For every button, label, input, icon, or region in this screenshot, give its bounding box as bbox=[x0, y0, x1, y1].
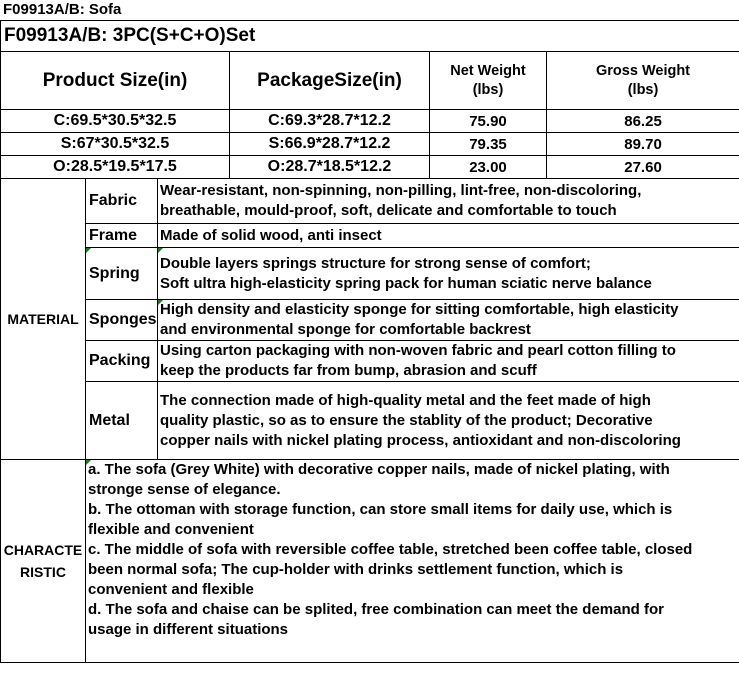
desc-line: a. The sofa (Grey White) with decorative copper nails, made of nickel plating, with bbox=[88, 461, 670, 478]
desc-line: The connection made of high-quality metal and the feet made of high bbox=[160, 391, 651, 409]
material-name-fabric: Fabric bbox=[86, 179, 158, 224]
desc-line: flexible and convenient bbox=[88, 521, 254, 538]
material-name-sponges: Sponges bbox=[86, 300, 158, 341]
desc-line: been normal sofa; The cup-holder with drinks settlement function, which is bbox=[88, 561, 624, 578]
material-desc-spring bbox=[158, 248, 739, 300]
net-weight-cell: 75.90 bbox=[430, 110, 547, 133]
package-size-cell: C:69.3*28.7*12.2 bbox=[230, 110, 430, 133]
desc-line: Made of solid wood, anti insect bbox=[160, 226, 382, 244]
desc-line: Double layers springs structure for strong sense of comfort; bbox=[160, 254, 591, 272]
material-label: MATERIAL bbox=[1, 179, 86, 460]
net-weight-cell: 23.00 bbox=[430, 156, 547, 179]
gross-weight-cell: 27.60 bbox=[547, 156, 739, 179]
gross-weight-cell: 89.70 bbox=[547, 133, 739, 156]
material-desc-frame bbox=[158, 224, 739, 248]
spec-table bbox=[0, 20, 739, 663]
set-title: F09913A/B: 3PC(S+C+O)Set bbox=[1, 21, 739, 52]
product-size-header: Product Size(in) bbox=[1, 52, 230, 110]
material-desc-sponges bbox=[158, 300, 739, 341]
desc-line: d. The sofa and chaise can be splited, free combination can meet the demand for bbox=[88, 601, 664, 618]
material-name-packing: Packing bbox=[86, 341, 158, 382]
material-name-spring: Spring bbox=[86, 248, 158, 300]
package-size-cell: O:28.7*18.5*12.2 bbox=[230, 156, 430, 179]
material-desc-metal bbox=[158, 382, 739, 460]
product-size-cell: S:67*30.5*32.5 bbox=[1, 133, 230, 156]
desc-line: Using carton packaging with non-woven fabric and pearl cotton filling to bbox=[160, 342, 676, 359]
material-desc-fabric bbox=[158, 179, 739, 224]
desc-line: breathable, mould-proof, soft, delicate and comfortable to touch bbox=[160, 202, 617, 219]
gross-weight-title: Gross Weight bbox=[596, 62, 691, 79]
desc-line: c. The middle of sofa with reversible coffee table, stretched been coffee table, closed bbox=[88, 541, 693, 558]
net-weight-cell: 79.35 bbox=[430, 133, 547, 156]
document-label: F09913A/B: Sofa bbox=[3, 1, 122, 18]
package-size-header: PackageSize(in) bbox=[230, 52, 430, 110]
net-weight-title: Net Weight bbox=[450, 62, 526, 79]
gross-weight-unit: (lbs) bbox=[627, 81, 659, 98]
desc-line: usage in different situations bbox=[88, 621, 289, 638]
desc-line: Soft ultra high-elasticity spring pack for human sciatic nerve balance bbox=[160, 274, 652, 292]
desc-line: b. The ottoman with storage function, can store small items for daily use, which is bbox=[88, 501, 673, 518]
desc-line: and environmental sponge for comfortable backrest bbox=[160, 321, 531, 338]
desc-line: Wear-resistant, non-spinning, non-pilling, lint-free, non-discoloring, bbox=[160, 182, 642, 199]
desc-line: High density and elasticity sponge for sitting comfortable, high elasticity bbox=[160, 301, 679, 318]
desc-line: keep the products far from bump, abrasion and scuff bbox=[160, 362, 537, 379]
material-name-frame: Frame bbox=[86, 224, 158, 248]
characteristic-label-line: CHARACTE bbox=[3, 542, 83, 558]
gross-weight-header bbox=[547, 52, 739, 110]
characteristic-label-line: RISTIC bbox=[20, 564, 66, 580]
desc-line: stronge sense of elegance. bbox=[88, 481, 281, 498]
material-name-metal: Metal bbox=[86, 382, 158, 460]
desc-line: quality plastic, so as to ensure the stablity of the product; Decorative bbox=[160, 411, 653, 429]
table-row bbox=[1, 156, 739, 179]
net-weight-unit: (lbs) bbox=[472, 81, 504, 98]
product-size-cell: C:69.5*30.5*32.5 bbox=[1, 110, 230, 133]
table-row bbox=[1, 110, 739, 133]
characteristic-label bbox=[1, 460, 86, 663]
desc-line: convenient and flexible bbox=[88, 581, 254, 598]
material-desc-packing bbox=[158, 341, 739, 382]
desc-line: copper nails with nickel plating process, antioxidant and non-discoloring bbox=[160, 431, 681, 449]
gross-weight-cell: 86.25 bbox=[547, 110, 739, 133]
characteristic-desc bbox=[86, 460, 739, 663]
table-row bbox=[1, 133, 739, 156]
product-size-cell: O:28.5*19.5*17.5 bbox=[1, 156, 230, 179]
package-size-cell: S:66.9*28.7*12.2 bbox=[230, 133, 430, 156]
net-weight-header bbox=[430, 52, 547, 110]
